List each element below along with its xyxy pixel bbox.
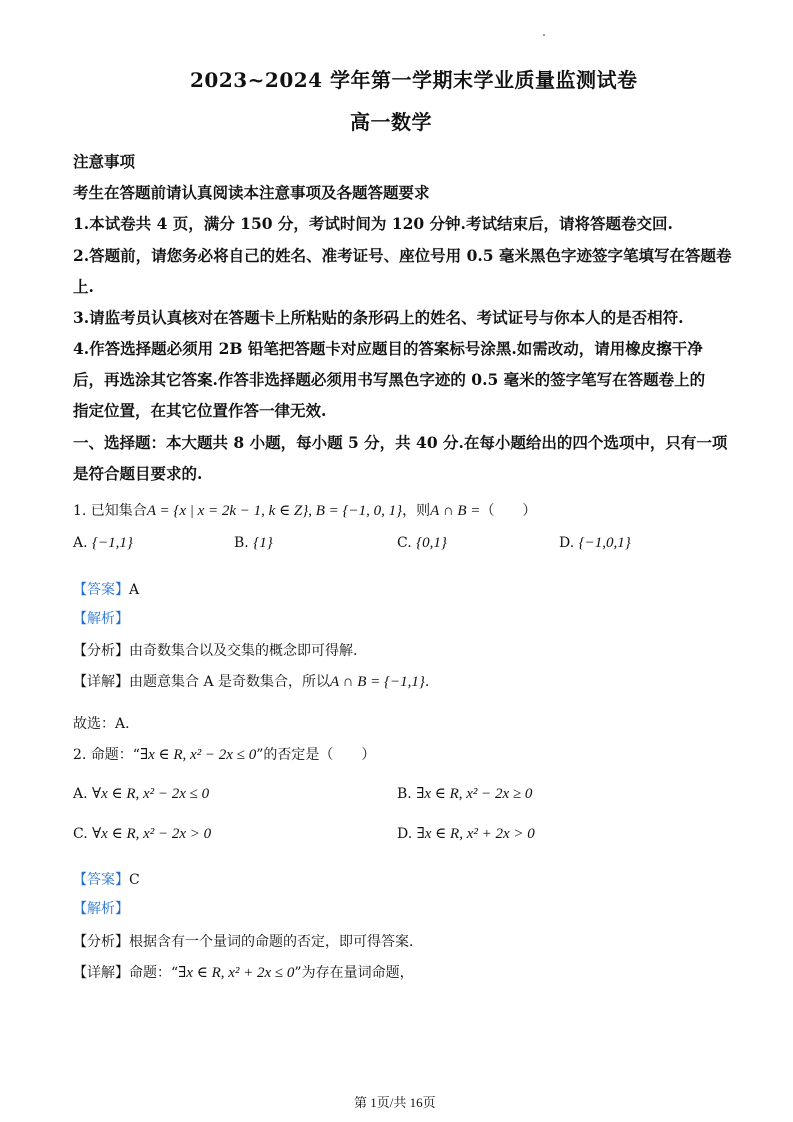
subject-title: 高一数学 (350, 110, 432, 134)
question-2 (73, 744, 375, 764)
detail-math: A ∩ B = {−1,1} (330, 674, 425, 690)
q1-analysis (73, 608, 129, 628)
option-label: C. (397, 535, 412, 551)
option-label: B. (397, 786, 412, 802)
question-1-paren: （ ） (480, 503, 537, 519)
question-1 (73, 500, 536, 520)
notice-item-3: 3.请监考员认真核对在答题卡上所粘贴的条形码上的姓名、考试证号与你本人的是否相符. (73, 308, 684, 327)
detail-text: 命题：“ (129, 965, 179, 981)
scan-dot (543, 34, 545, 36)
q2-option-d (397, 824, 535, 843)
q1-answer (73, 579, 139, 599)
notice-heading: 注意事项 (73, 152, 136, 171)
question-1-suffix: ，则 (402, 503, 431, 519)
answer-value: A (129, 582, 140, 598)
option-value: {−1,0,1} (578, 535, 631, 551)
question-2-suffix: ”的否定是（ ） (256, 747, 376, 763)
q1-option-a (73, 535, 133, 552)
question-1-ask: A ∩ B = (430, 503, 481, 519)
q1-fenxi (73, 640, 357, 660)
notice-item-2-cont: 上. (73, 277, 94, 296)
question-1-prefix: 1. 已知集合 (73, 503, 147, 519)
question-2-prop: ∃x ∈ R, x² − 2x ≤ 0 (139, 747, 257, 763)
fenxi-tag: 【分析】 (73, 643, 129, 659)
notice-item-1: 1.本试卷共 4 页，满分 150 分，考试时间为 120 分钟.考试结束后，请将答题卷交回. (73, 214, 673, 233)
option-value: ∃x ∈ R, x² + 2x > 0 (416, 826, 535, 842)
q2-option-c (73, 824, 211, 843)
section-heading-cont: 是符合题目要求的. (73, 464, 203, 483)
option-value: {−1,1} (92, 535, 133, 551)
option-label: D. (397, 826, 413, 842)
q1-option-b (234, 535, 273, 552)
notice-item-4: 4.作答选择题必须用 2B 铅笔把答题卡对应题目的答案标号涂黑.如需改动，请用橡皮擦干净 (73, 339, 703, 358)
notice-intro: 考生在答题前请认真阅读本注意事项及各题答题要求 (73, 183, 430, 202)
question-1-sets: A = {x | x = 2k − 1, k ∈ Z}, B = {−1, 0, 1} (146, 503, 403, 519)
fenxi-text: 根据含有一个量词的命题的否定，即可得答案. (129, 934, 414, 950)
fenxi-tag: 【分析】 (73, 934, 129, 950)
option-value: {0,1} (416, 535, 447, 551)
q2-option-a (73, 784, 209, 803)
q2-option-b (397, 784, 532, 803)
q1-detail (73, 671, 429, 691)
option-label: B. (234, 535, 249, 551)
analysis-tag: 【解析】 (73, 901, 129, 917)
notice-item-2: 2.答题前，请您务必将自己的姓名、准考证号、座位号用 0.5 毫米黑色字迹签字笔填写在答题卷 (73, 246, 732, 265)
option-label: D. (559, 535, 575, 551)
detail-tag: 【详解】 (73, 674, 129, 690)
detail-text: 由题意集合 A 是奇数集合，所以 (129, 674, 331, 690)
option-value: ∀x ∈ R, x² − 2x > 0 (92, 826, 212, 842)
detail-tag: 【详解】 (73, 965, 129, 981)
question-2-prefix: 2. 命题：“ (73, 747, 140, 763)
answer-tag: 【答案】 (73, 582, 129, 598)
q1-choose: 故选：A. (73, 716, 130, 732)
exam-title: 2023~2024 学年第一学期末学业质量监测试卷 (190, 68, 638, 92)
option-value: ∃x ∈ R, x² − 2x ≥ 0 (416, 786, 533, 802)
option-label: A. (73, 535, 88, 551)
q1-option-d (559, 535, 631, 552)
notice-item-4-cont2: 指定位置，在其它位置作答一律无效. (73, 401, 327, 420)
analysis-tag: 【解析】 (73, 611, 129, 627)
option-label: A. (73, 786, 88, 802)
answer-value: C (129, 872, 140, 888)
detail-math: ∃x ∈ R, x² + 2x ≤ 0 (178, 965, 295, 981)
detail-end: ”为存在量词命题， (294, 965, 414, 981)
answer-tag: 【答案】 (73, 872, 129, 888)
q2-analysis (73, 898, 129, 918)
page-number: 第 1页/共 16页 (354, 1095, 436, 1110)
q1-option-c (397, 535, 447, 552)
option-label: C. (73, 826, 88, 842)
fenxi-text: 由奇数集合以及交集的概念即可得解. (129, 643, 358, 659)
notice-item-4-cont: 后，再选涂其它答案.作答非选择题必须用书写黑色字迹的 0.5 毫米的签字笔写在答题卷上的 (73, 370, 706, 389)
option-value: {1} (253, 535, 273, 551)
q2-fenxi (73, 931, 413, 951)
section-heading: 一、选择题：本大题共 8 小题，每小题 5 分，共 40 分.在每小题给出的四个选项中，只有一项 (73, 433, 728, 452)
detail-end: . (424, 674, 430, 690)
q2-answer (73, 869, 140, 889)
q2-detail (73, 962, 414, 982)
option-value: ∀x ∈ R, x² − 2x ≤ 0 (92, 786, 210, 802)
